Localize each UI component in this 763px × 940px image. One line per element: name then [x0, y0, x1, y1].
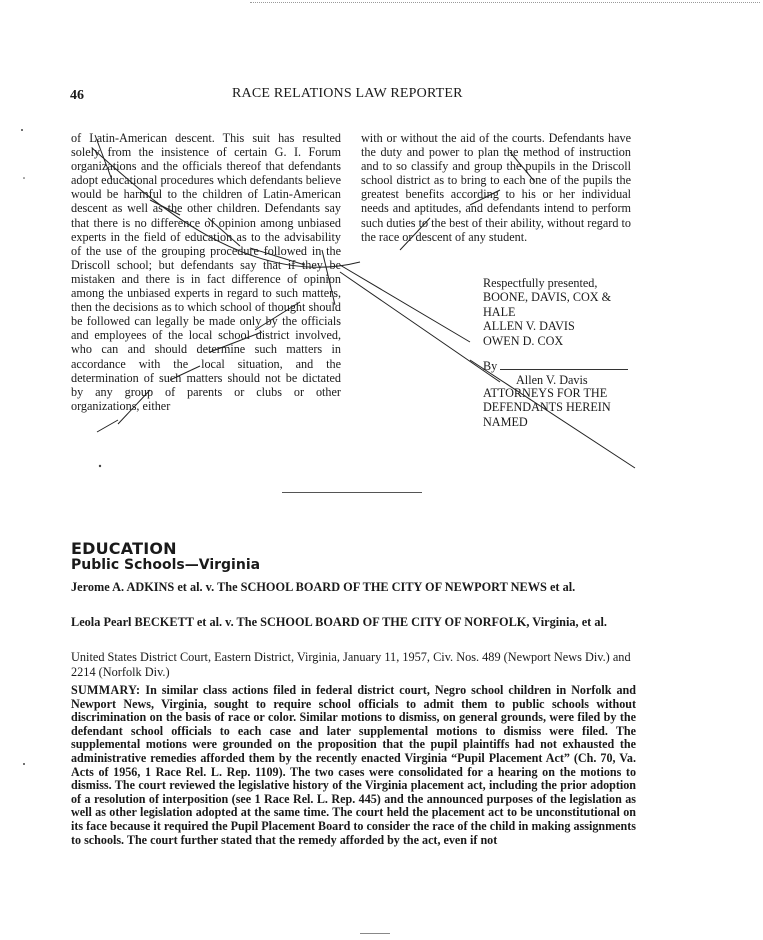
signature-attorney-2: OWEN D. COX [483, 333, 564, 348]
case-title-2: Leola Pearl BECKETT et al. v. The SCHOOL BOARD OF THE CITY OF NORFOLK, Virginia, et al. [71, 615, 607, 629]
signature-role-block [483, 386, 653, 429]
signature-role-line-1: ATTORNEYS FOR THE [483, 386, 608, 400]
summary-text: In similar class actions filed in federal district court, Negro school children in Norfolk and Newport News, Virginia, sought to require school officials to admit them to public schools without discrimination on the basis of race or color. Similar motions to dismiss, on general grounds, were filed by the defendant school officials to each case and later supplemental motions to dismiss were filed. The supplemental motions were grounded on the proposition that the pupil plaintiffs had not exhausted the administrative remedies afforded them by the recently enacted Virginia “Pupil Placement Act” (Ch. 70, Va. Acts of 1956, 1 Race Rel. L. Rep. 1109). The two cases were consolidated for a hearing on the motions to dismiss. The court reviewed the legislative history of the Virginia placement act, including the prior adoption of a resolution of interposition (see 1 Race Rel. L. Rep. 445) and the announced purposes of the legislation as well as other legislation adopted at the same time. The court held the placement act to be unconstitutional on its face because it required the Pupil Placement Board to consider the race of the child in making assignments to schools. The court further stated that the remedy afforded by the act, even if not [71, 683, 636, 847]
summary-paragraph [71, 684, 636, 847]
left-column-text: of Latin-American descent. This suit has resulted solely from the insistence of certain G. I. Forum organizations and the officials thereof that defendants adopt educational procedures which defendants believe would be harmful to the children of Latin-American descent as well as the other children. Defendants say that there is no difference of opinion among unbiased experts in the field of education as to the advisability of the use of the grouping procedure followed in the Driscoll school; but defendants say that if they be mistaken and there is in fact difference of opinion among the unbiased experts in regard to such matters, then the decisions as to which school of thought should be followed can legally be made only by the officials and employees of the local school district involved, who can and should determine such matters in accordance with the local situation, and the determination of such matters should not be dictated by any group of parents or clubs or other organizations, either [71, 131, 341, 413]
strike-line-diagonal-2 [340, 272, 500, 382]
page-number: 46 [70, 88, 84, 103]
signature-firm-line-2: HALE [483, 304, 516, 319]
running-head: RACE RELATIONS LAW REPORTER [232, 86, 463, 101]
section-subtitle: Public Schools—Virginia [71, 557, 261, 573]
signature-role-line-3: NAMED [483, 414, 528, 429]
section-divider [282, 492, 422, 493]
strike-line-left-10 [97, 420, 118, 432]
top-dotted-border [250, 2, 760, 3]
signature-firm-line-1: BOONE, DAVIS, COX & [483, 290, 612, 305]
signature-attorney-1: ALLEN V. DAVIS [483, 319, 575, 334]
signature-block [483, 276, 653, 348]
signature-signer-name: Allen V. Davis [516, 373, 588, 387]
case-title-1: Jerome A. ADKINS et al. v. The SCHOOL BOARD OF THE CITY OF NEWPORT NEWS et al. [71, 580, 576, 594]
summary-label: SUMMARY: [71, 683, 141, 697]
section-title: EDUCATION [71, 539, 177, 558]
court-citation: United States District Court, Eastern District, Virginia, January 11, 1957, Civ. Nos. 489 (Newport News Div.) and 2214 (Norfolk Div.) [71, 650, 631, 679]
strike-line-diagonal-1 [340, 265, 470, 342]
right-column [361, 131, 631, 244]
left-column [71, 131, 341, 413]
signature-by-label: By [483, 359, 498, 373]
signature-intro: Respectfully presented, [483, 276, 598, 290]
right-column-text: with or without the aid of the courts. Defendants have the duty and power to plan the method of instruction and to so classify and group the pupils in the Driscoll school district as to bring to each one of the pupils the greatest benefits according to his or her individual needs and aptitudes, and defendants intend to perform such duties to the best of their ability, without regard to the race or descent of any student. [361, 131, 631, 244]
signature-line [500, 369, 628, 370]
signature-role-line-2: DEFENDANTS HEREIN [483, 400, 611, 415]
